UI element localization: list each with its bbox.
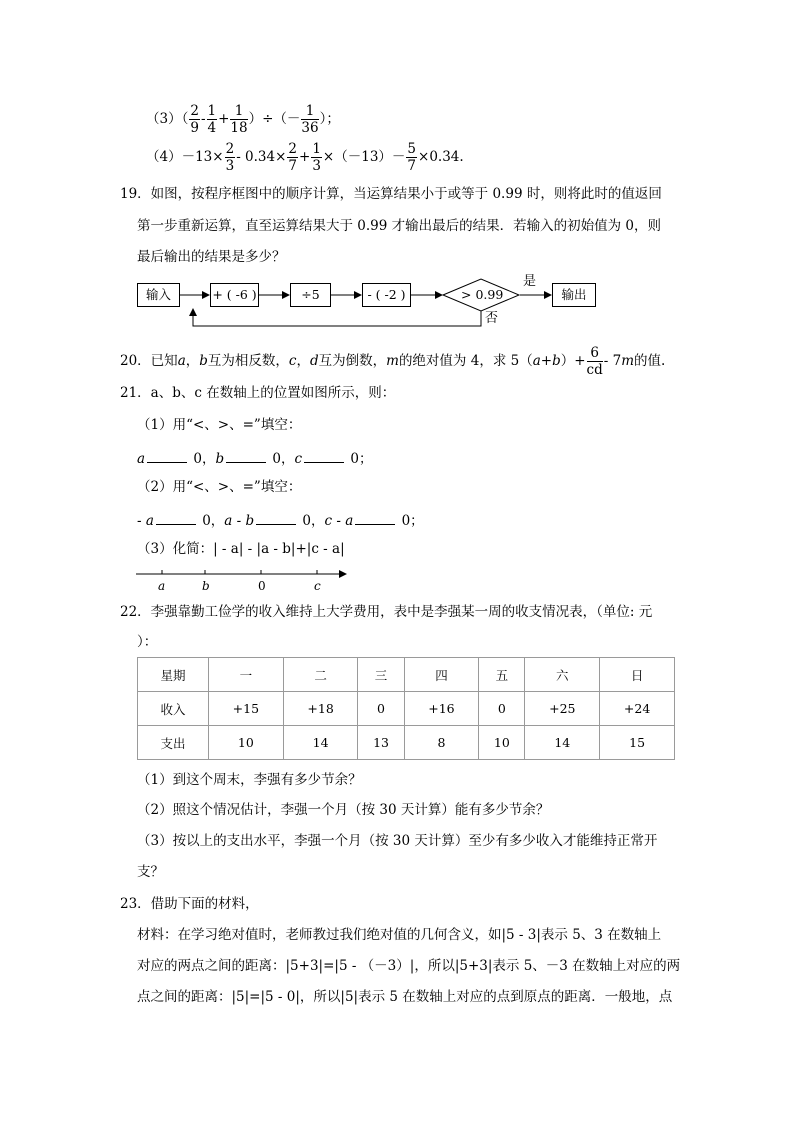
- q21-part1: （1）用“<、>、=”填空：: [137, 417, 302, 433]
- q19-line2: 第一步重新运算，直至运算结果大于 0.99 才输出最后的结果．若输入的初始值为 0，则: [137, 218, 662, 234]
- table-cell: 四: [404, 658, 479, 692]
- flow-input-box: 输入: [137, 283, 180, 307]
- q22-sub1: （1）到这个周末，李强有多少节余？: [137, 772, 362, 788]
- fraction: $\frac{1}{4}$: [207, 103, 217, 137]
- table-cell: 二: [283, 658, 358, 692]
- table-cell: 14: [283, 726, 358, 760]
- table-cell: 0: [479, 692, 525, 726]
- flow-yes-label: 是: [523, 274, 537, 289]
- q22-sub3-line2: 支？: [137, 864, 164, 880]
- fraction: $\frac{6}{cd}$: [586, 345, 603, 379]
- answer-blank[interactable]: [156, 512, 196, 525]
- flow-step2-box: ÷5: [290, 283, 331, 307]
- table-cell: 六: [525, 658, 600, 692]
- table-cell: +24: [600, 692, 675, 726]
- fraction: $\frac{2}{3}$: [225, 141, 235, 175]
- q21-row1: a 0，b 0，c 0；: [137, 451, 373, 467]
- table-cell: 15: [600, 726, 675, 760]
- flow-output-box: 输出: [552, 283, 596, 307]
- table-cell: 8: [404, 726, 479, 760]
- q18-part3: （3）（ $\frac{2}{9}$ - $\frac{1}{4}$ + $\frac{1}{18}$ ）÷（－ $\frac{1}{36}$ ）；: [146, 103, 340, 137]
- answer-blank[interactable]: [226, 450, 266, 463]
- table-cell: 10: [208, 726, 283, 760]
- fraction: $\frac{1}{18}$: [230, 103, 248, 137]
- table-cell: 收入: [138, 692, 209, 726]
- q19-line1: 19．如图，按程序框图中的顺序计算，当运算结果小于或等于 0.99 时，则将此时的值返回: [120, 186, 662, 202]
- loop-back-line: [193, 309, 481, 326]
- q23-line2: 对应的两点之间的距离：|5+3|=|5 - （－3）|，所以|5+3|表示 5、－3 在数轴上对应的两: [137, 958, 681, 974]
- answer-blank[interactable]: [256, 512, 296, 525]
- income-expense-table: [137, 657, 675, 760]
- flow-step3-box: - ( -2 ): [362, 283, 411, 307]
- table-cell: 0: [358, 692, 404, 726]
- q18-part4: （4）－13× $\frac{2}{3}$ - 0.34× $\frac{2}{7}$ + $\frac{1}{3}$ ×（－13）－ $\frac{5}{7}$ ×0.34.: [146, 141, 464, 175]
- table-row: [138, 726, 675, 760]
- table-cell: 日: [600, 658, 675, 692]
- q23-line3: 点之间的距离：|5|=|5 - 0|，所以|5|表示 5 在数轴上对应的点到原点的距离．一般地，点: [137, 989, 673, 1005]
- q23-title: 23．借助下面的材料，: [120, 896, 259, 912]
- q21-part3: （3）化简：| - a| - |a - b|+|c - a|: [137, 541, 345, 557]
- q19-line3: 最后输出的结果是多少？: [137, 249, 286, 265]
- table-cell: 支出: [138, 726, 209, 760]
- table-cell: 五: [479, 658, 525, 692]
- axis-label-b: b: [202, 579, 210, 593]
- q22-line1: 22．李强靠勤工俭学的收入维持上大学费用，表中是李强某一周的收支情况表，（单位: 元: [120, 604, 653, 620]
- fraction: $\frac{2}{9}$: [190, 103, 199, 137]
- table-cell: 13: [358, 726, 404, 760]
- table-cell: +15: [208, 692, 283, 726]
- answer-blank[interactable]: [355, 512, 395, 525]
- table-cell: 一: [208, 658, 283, 692]
- table-cell: +16: [404, 692, 479, 726]
- fraction: $\frac{5}{7}$: [407, 141, 417, 175]
- table-cell: 星期: [138, 658, 209, 692]
- table-cell: 10: [479, 726, 525, 760]
- flow-decision-label: > 0.99: [461, 287, 504, 302]
- flow-step1-box: + ( -6 ): [210, 283, 259, 307]
- q22-line2: ）：: [137, 634, 158, 650]
- fraction: $\frac{1}{3}$: [312, 141, 321, 175]
- q22-sub3-line1: （3）按以上的支出水平，李强一个月（按 30 天计算）至少有多少收入才能维持正常开: [137, 833, 658, 849]
- answer-blank[interactable]: [304, 450, 344, 463]
- flow-no-label: 否: [485, 311, 499, 326]
- fraction: $\frac{2}{7}$: [288, 141, 298, 175]
- table-header-row: [138, 658, 675, 692]
- table-cell: 14: [525, 726, 600, 760]
- axis-label-a: a: [158, 579, 166, 593]
- q22-sub2: （2）照这个情况估计，李强一个月（按 30 天计算）能有多少节余？: [137, 802, 550, 818]
- q21-row2: - a 0，a - b 0，c - a 0；: [137, 513, 424, 529]
- answer-blank[interactable]: [147, 450, 187, 463]
- q21-part2: （2）用“<、>、=”填空：: [137, 479, 302, 495]
- axis-label-zero: 0: [258, 579, 266, 593]
- axis-label-c: c: [314, 579, 321, 593]
- q21-intro: 21．a、b、c 在数轴上的位置如图所示，则：: [120, 385, 396, 401]
- table-cell: 三: [358, 658, 404, 692]
- q20-text: 20．已知a，b互为相反数，c，d互为倒数，m的绝对值为 4，求 5（a+b）+ $\frac{6}{cd}$ - 7m的值.: [120, 345, 666, 379]
- table-row: [138, 692, 675, 726]
- fraction: $\frac{1}{36}$: [301, 103, 319, 137]
- table-cell: +18: [283, 692, 358, 726]
- table-cell: +25: [525, 692, 600, 726]
- q23-line1: 材料：在学习绝对值时，老师教过我们绝对值的几何含义，如|5 - 3|表示 5、3 在数轴上: [137, 927, 662, 943]
